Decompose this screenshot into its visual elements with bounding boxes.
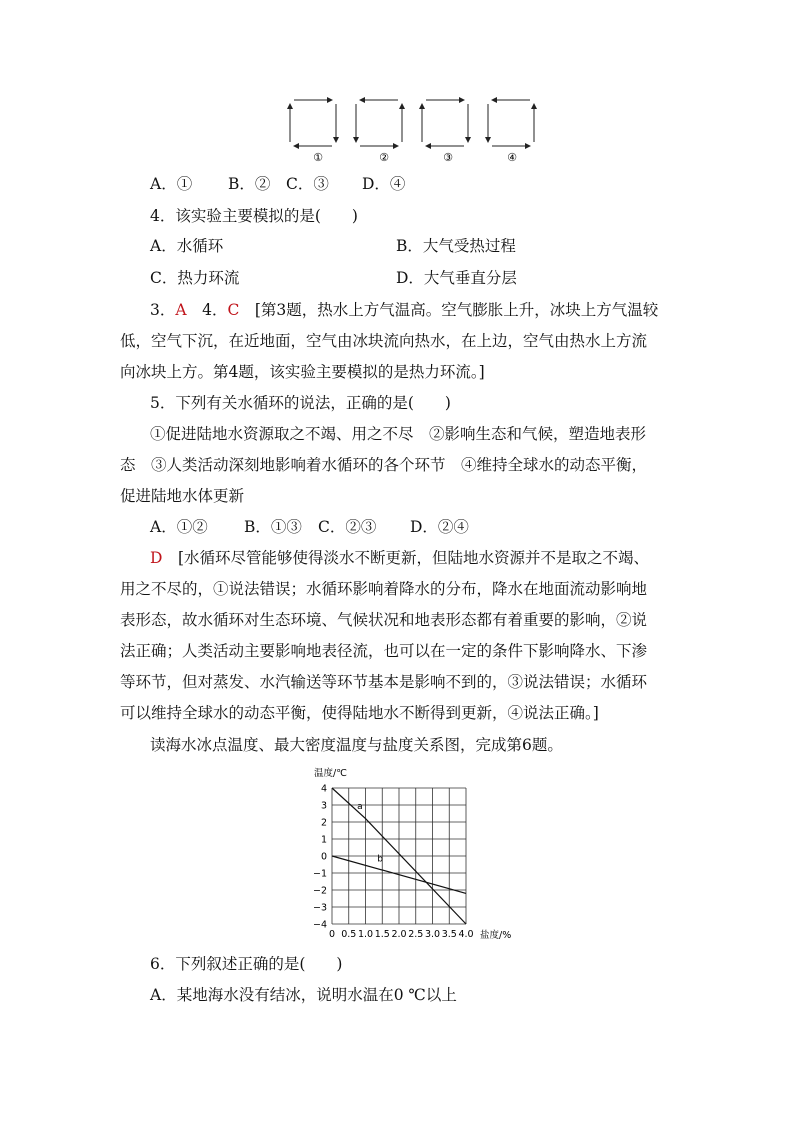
salinity-temperature-chart	[300, 764, 530, 944]
y-tick-label: 2	[320, 817, 327, 829]
series-label-b: b	[377, 854, 383, 865]
diagram-box-4	[488, 100, 534, 146]
answer-4-prefix: 4．	[186, 301, 228, 319]
answer-5-line-1	[150, 548, 649, 568]
y-tick-label: 3	[320, 800, 327, 812]
x-tick-label: 1.5	[374, 929, 390, 940]
diagram-box-3	[422, 100, 468, 146]
answer-5-line-5: 等环节，但对蒸发、水汽输送等环节基本是影响不到的，③说法错误；水循环	[120, 673, 648, 691]
y-tick-label: −3	[312, 902, 327, 914]
diagram-label-3: ③	[443, 151, 453, 164]
answer-4-value: C	[227, 301, 240, 319]
q5-stem: 5．下列有关水循环的说法，正确的是( )	[150, 394, 451, 412]
answer-5-value: D	[150, 549, 163, 567]
chart-xlabel: 盐度/%	[480, 930, 512, 941]
q5-option-b: B．①③	[244, 518, 302, 536]
answer-3-4-line-2: 低，空气下沉，在近地面，空气由冰块流向热水，在上边，空气由热水上方流	[120, 332, 648, 350]
x-tick-label: 3.0	[424, 929, 441, 940]
answer-3-prefix: 3．	[150, 301, 176, 319]
x-tick-label: 1.0	[357, 929, 374, 940]
q4-stem: 4．该实验主要模拟的是( )	[150, 207, 358, 225]
diagram-box-1	[290, 100, 336, 146]
answer-5-explanation: [水循环尽管能够使得淡水不断更新，但陆地水资源并不是取之不竭、	[162, 549, 649, 567]
q4-option-b: B．大气受热过程	[396, 237, 516, 255]
q3-option-a: A．①	[150, 175, 193, 193]
chart-y-ticks	[313, 784, 327, 931]
q4-option-d: D．大气垂直分层	[396, 269, 517, 287]
q6-option-a: A．某地海水没有结冰，说明水温在0 ℃以上	[150, 986, 457, 1004]
answer-3-4-line-3: 向冰块上方。第4题，该实验主要模拟的是热力环流。]	[120, 363, 485, 381]
diagram-label-2: ②	[379, 151, 389, 164]
q5-option-a: A．①②	[150, 518, 208, 536]
y-tick-label: 0	[320, 851, 327, 863]
diagram-label-4: ④	[507, 151, 517, 164]
answer-3-4-line-1	[150, 300, 658, 320]
q5-statements-line-3: 促进陆地水体更新	[120, 487, 245, 505]
q5-option-d: D．②④	[410, 518, 469, 536]
answer-3-value: A	[175, 301, 187, 319]
answer-5-line-2: 用之不尽的，①说法错误；水循环影响着降水的分布，降水在地面流动影响地	[120, 580, 648, 598]
y-tick-label: −4	[312, 919, 327, 931]
q5-option-c: C．②③	[318, 518, 377, 536]
q3-option-d: D．④	[362, 175, 406, 193]
answer-5-line-6: 可以维持全球水的动态平衡，使得陆地水不断得到更新，④说法正确。]	[120, 704, 599, 722]
y-tick-label: −2	[312, 885, 327, 897]
q5-statements-line-1: ①促进陆地水资源取之不竭、用之不尽 ②影响生态和气候，塑造地表形	[150, 425, 647, 443]
answer-3-4-explanation: [第3题，热水上方气温高。空气膨胀上升，冰块上方气温较	[239, 301, 659, 319]
x-tick-label: 2.0	[391, 929, 407, 940]
x-tick-label: 3.5	[441, 929, 457, 940]
q6-intro: 读海水冰点温度、最大密度温度与盐度关系图，完成第6题。	[150, 736, 563, 754]
q6-stem: 6．下列叙述正确的是( )	[150, 955, 343, 973]
series-label-a: a	[357, 802, 363, 813]
diagram-box-2	[356, 100, 402, 146]
circulation-diagram	[280, 92, 545, 167]
q3-option-c: C．③	[286, 175, 329, 193]
q4-option-a: A．水循环	[150, 237, 224, 255]
y-tick-label: −1	[312, 868, 327, 880]
y-tick-label: 1	[320, 834, 327, 846]
x-tick-label: 0.5	[341, 929, 357, 940]
answer-5-line-4: 法正确；人类活动主要影响地表径流，也可以在一定的条件下影响降水、下渗	[120, 642, 648, 660]
x-tick-label: 0	[328, 929, 336, 940]
answer-5-line-3: 表形态，故水循环对生态环境、气候状况和地表形态都有着重要的影响，②说	[120, 611, 648, 629]
chart-x-ticks	[329, 929, 474, 940]
chart-ylabel: 温度/℃	[314, 768, 347, 779]
q3-option-b: B．②	[228, 175, 271, 193]
diagram-label-1: ①	[313, 151, 323, 164]
q4-option-c: C．热力环流	[150, 269, 240, 287]
y-tick-label: 4	[320, 783, 327, 795]
x-tick-label: 4.0	[458, 929, 474, 940]
x-tick-label: 2.5	[408, 929, 424, 940]
q5-statements-line-2: 态 ③人类活动深刻地影响着水循环的各个环节 ④维持全球水的动态平衡，	[120, 456, 648, 474]
